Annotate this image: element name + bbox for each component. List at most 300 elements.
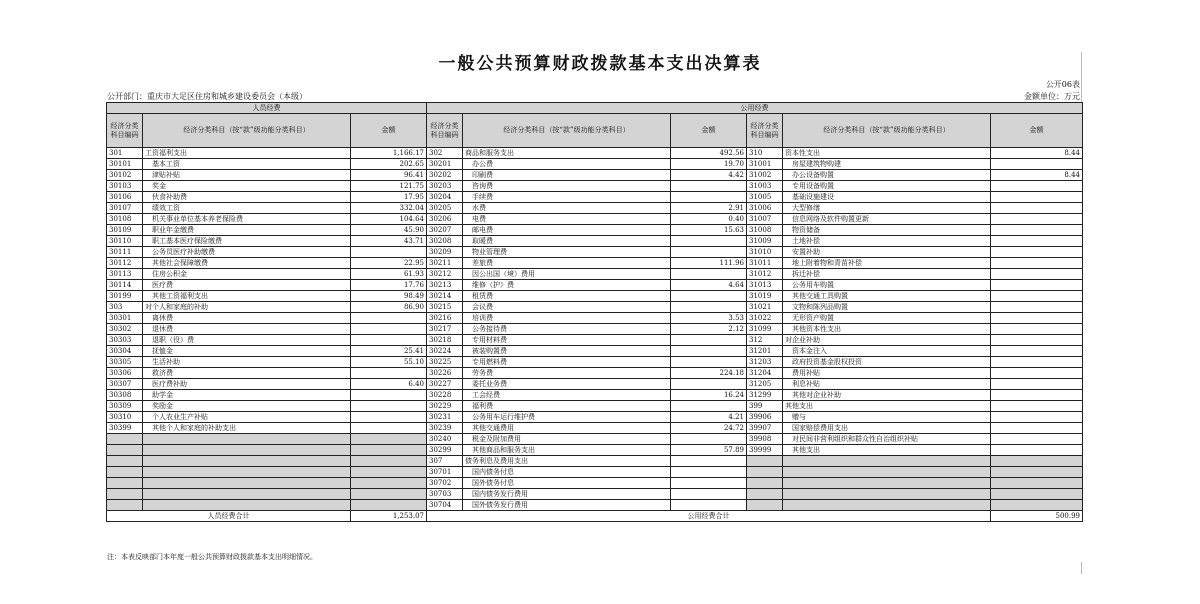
cell-code: 31204 <box>747 368 783 379</box>
cell-code: 30217 <box>427 324 463 335</box>
cell-amount: 98.49 <box>351 291 427 302</box>
cell-amount: 16.24 <box>671 390 747 401</box>
cell-name <box>143 500 351 511</box>
cell-code <box>747 456 783 467</box>
cell-name: 其他个人和家庭的补助支出 <box>143 423 351 434</box>
cell-name: 公务用车购置 <box>783 280 991 291</box>
cell-amount <box>991 236 1083 247</box>
cell-code: 31010 <box>747 247 783 258</box>
cell-name: 债务利息及费用支出 <box>463 456 671 467</box>
cell-amount <box>991 423 1083 434</box>
cell-code: 39908 <box>747 434 783 445</box>
cell-code: 30213 <box>427 280 463 291</box>
cell-code: 31013 <box>747 280 783 291</box>
cell-code: 30203 <box>427 181 463 192</box>
cell-code: 31006 <box>747 203 783 214</box>
cell-amount: 4.21 <box>671 412 747 423</box>
cell-code: 30228 <box>427 390 463 401</box>
cell-code: 30111 <box>107 247 143 258</box>
cell-name: 资本性支出 <box>783 148 991 159</box>
cell-code: 30226 <box>427 368 463 379</box>
cell-code: 30302 <box>107 324 143 335</box>
cell-code: 30110 <box>107 236 143 247</box>
cell-code: 30201 <box>427 159 463 170</box>
cell-amount <box>991 203 1083 214</box>
cell-name: 邮电费 <box>463 225 671 236</box>
cell-name: 绩效工资 <box>143 203 351 214</box>
cell-code: 303 <box>107 302 143 313</box>
cell-name: 国外债务发行费用 <box>463 500 671 511</box>
cell-name: 国外债务付息 <box>463 478 671 489</box>
cell-amount <box>671 379 747 390</box>
col-amount-header: 金额 <box>351 114 427 148</box>
cell-code: 30209 <box>427 247 463 258</box>
cell-amount: 17.95 <box>351 192 427 203</box>
cell-name: 离休费 <box>143 313 351 324</box>
cell-amount <box>351 489 427 500</box>
cell-code: 30204 <box>427 192 463 203</box>
cell-name: 会议费 <box>463 302 671 313</box>
cell-name: 职业年金缴费 <box>143 225 351 236</box>
cell-amount: 96.41 <box>351 170 427 181</box>
cell-code: 30702 <box>427 478 463 489</box>
cell-code: 30114 <box>107 280 143 291</box>
cell-name: 公务用车运行维护费 <box>463 412 671 423</box>
cell-amount <box>991 247 1083 258</box>
unit-label: 金额单位：万元 <box>1024 92 1080 101</box>
cell-code: 31003 <box>747 181 783 192</box>
cell-code: 30108 <box>107 214 143 225</box>
cell-name <box>143 434 351 445</box>
cell-amount: 24.72 <box>671 423 747 434</box>
cell-code: 30305 <box>107 357 143 368</box>
public-total-label: 公用经费合计 <box>427 511 991 522</box>
table-row <box>107 489 1083 500</box>
cell-name: 对个人和家庭的补助 <box>143 302 351 313</box>
cell-name: 商品和服务支出 <box>463 148 671 159</box>
cell-code: 30207 <box>427 225 463 236</box>
cell-code: 30109 <box>107 225 143 236</box>
table-row <box>107 269 1083 280</box>
cell-amount <box>991 390 1083 401</box>
cell-code: 30212 <box>427 269 463 280</box>
cell-amount <box>991 467 1083 478</box>
cell-name: 救济费 <box>143 368 351 379</box>
cell-amount <box>351 500 427 511</box>
cell-name: 税金及附加费用 <box>463 434 671 445</box>
cell-code: 301 <box>107 148 143 159</box>
cell-amount: 4.42 <box>671 170 747 181</box>
col-amount-header: 金额 <box>991 114 1083 148</box>
cell-name: 土地补偿 <box>783 236 991 247</box>
cell-code: 30214 <box>427 291 463 302</box>
cell-amount <box>351 412 427 423</box>
cell-name: 其他工资福利支出 <box>143 291 351 302</box>
cell-code: 31205 <box>747 379 783 390</box>
cell-amount <box>351 247 427 258</box>
cell-amount <box>671 291 747 302</box>
cell-name: 因公出国（境）费用 <box>463 269 671 280</box>
cell-name: 抚恤金 <box>143 346 351 357</box>
table-row <box>107 225 1083 236</box>
cell-name: 津贴补贴 <box>143 170 351 181</box>
col-amount-header: 金额 <box>671 114 747 148</box>
cell-amount: 15.63 <box>671 225 747 236</box>
cell-amount: 3.53 <box>671 313 747 324</box>
cell-amount <box>991 401 1083 412</box>
cell-amount: 57.89 <box>671 445 747 456</box>
cell-name: 大型修缮 <box>783 203 991 214</box>
cell-code: 39999 <box>747 445 783 456</box>
cell-name: 费用补贴 <box>783 368 991 379</box>
cell-code: 30307 <box>107 379 143 390</box>
cell-name: 对企业补助 <box>783 335 991 346</box>
cell-name: 其他交通费用 <box>463 423 671 434</box>
cell-code: 30215 <box>427 302 463 313</box>
table-row <box>107 214 1083 225</box>
cell-amount <box>991 357 1083 368</box>
cell-amount: 224.18 <box>671 368 747 379</box>
cell-amount: 8.44 <box>991 170 1083 181</box>
cell-name: 劳务费 <box>463 368 671 379</box>
cell-amount <box>671 401 747 412</box>
cell-name: 手续费 <box>463 192 671 203</box>
cell-code <box>107 456 143 467</box>
cell-amount <box>991 324 1083 335</box>
cell-amount <box>991 159 1083 170</box>
cell-code <box>747 500 783 511</box>
cell-code: 30310 <box>107 412 143 423</box>
cell-code: 30299 <box>427 445 463 456</box>
cell-name: 印刷费 <box>463 170 671 181</box>
cell-amount <box>991 269 1083 280</box>
cell-name: 赠与 <box>783 412 991 423</box>
cell-name: 国内债务付息 <box>463 467 671 478</box>
cell-name: 专用燃料费 <box>463 357 671 368</box>
cell-amount: 2.12 <box>671 324 747 335</box>
cell-amount <box>991 192 1083 203</box>
cell-name <box>783 500 991 511</box>
cell-amount <box>991 368 1083 379</box>
cell-amount <box>671 181 747 192</box>
cell-amount <box>351 467 427 478</box>
cell-amount <box>351 324 427 335</box>
cell-name: 奖金 <box>143 181 351 192</box>
cell-code: 30216 <box>427 313 463 324</box>
cell-code: 30202 <box>427 170 463 181</box>
cell-amount <box>671 335 747 346</box>
cell-amount <box>991 456 1083 467</box>
cell-amount <box>351 368 427 379</box>
cell-name: 咨询费 <box>463 181 671 192</box>
department-label: 公开部门：重庆市大足区住房和城乡建设委员会（本级） <box>107 92 307 101</box>
cell-name: 住房公积金 <box>143 269 351 280</box>
col-code-header: 经济分类科目编码 <box>747 114 783 148</box>
table-row <box>107 412 1083 423</box>
cell-code: 312 <box>747 335 783 346</box>
table-row <box>107 302 1083 313</box>
cell-code: 31019 <box>747 291 783 302</box>
cell-name <box>143 467 351 478</box>
cell-code: 310 <box>747 148 783 159</box>
cell-name: 电费 <box>463 214 671 225</box>
cell-code: 30224 <box>427 346 463 357</box>
cell-amount: 45.90 <box>351 225 427 236</box>
cell-name: 其他交通工具购置 <box>783 291 991 302</box>
cell-amount: 8.44 <box>991 148 1083 159</box>
cell-name: 政府投资基金股权投资 <box>783 357 991 368</box>
cell-name: 医疗费 <box>143 280 351 291</box>
cell-name: 安置补助 <box>783 247 991 258</box>
cell-name: 无形资产购置 <box>783 313 991 324</box>
table-row <box>107 335 1083 346</box>
cell-name: 信息网络及软件购置更新 <box>783 214 991 225</box>
cell-amount <box>671 346 747 357</box>
table-row <box>107 148 1083 159</box>
cell-name: 其他对企业补助 <box>783 390 991 401</box>
cell-amount <box>671 247 747 258</box>
cell-code: 30306 <box>107 368 143 379</box>
cell-code: 399 <box>747 401 783 412</box>
cell-code: 30240 <box>427 434 463 445</box>
cell-amount <box>991 379 1083 390</box>
cell-code: 30208 <box>427 236 463 247</box>
cell-name: 其他社会保障缴费 <box>143 258 351 269</box>
personnel-header: 人员经费 <box>107 103 427 114</box>
cell-amount: 332.04 <box>351 203 427 214</box>
cell-code: 31009 <box>747 236 783 247</box>
table-row <box>107 434 1083 445</box>
cell-name: 国内债务发行费用 <box>463 489 671 500</box>
table-row <box>107 401 1083 412</box>
table-row <box>107 280 1083 291</box>
cell-code: 39906 <box>747 412 783 423</box>
cell-amount <box>671 467 747 478</box>
cell-amount: 111.96 <box>671 258 747 269</box>
cell-name: 基本工资 <box>143 159 351 170</box>
cell-name: 房屋建筑物购建 <box>783 159 991 170</box>
cell-name: 文物和陈列品购置 <box>783 302 991 313</box>
cell-name: 专用设备购置 <box>783 181 991 192</box>
cell-amount <box>351 478 427 489</box>
footnote: 注：本表反映部门本年度一般公共预算财政拨款基本支出明细情况。 <box>107 553 317 561</box>
cell-code: 30231 <box>427 412 463 423</box>
cell-amount: 43.71 <box>351 236 427 247</box>
cell-code <box>107 478 143 489</box>
cell-code <box>107 434 143 445</box>
cell-name: 资本金注入 <box>783 346 991 357</box>
cell-code: 30239 <box>427 423 463 434</box>
col-name-header: 经济分类科目（按“款”级功能分类科目） <box>463 114 671 148</box>
cell-code: 30304 <box>107 346 143 357</box>
right-edge-line-bottom <box>1081 562 1082 574</box>
form-number: 公开06表 <box>1045 80 1080 89</box>
cell-code: 307 <box>427 456 463 467</box>
col-code-header: 经济分类科目编码 <box>107 114 143 148</box>
cell-amount <box>671 456 747 467</box>
table-row <box>107 159 1083 170</box>
cell-name <box>143 489 351 500</box>
cell-code: 30703 <box>427 489 463 500</box>
cell-code: 30225 <box>427 357 463 368</box>
cell-code: 30106 <box>107 192 143 203</box>
cell-name: 办公设备购置 <box>783 170 991 181</box>
table-row <box>107 181 1083 192</box>
cell-amount <box>991 214 1083 225</box>
cell-name <box>143 445 351 456</box>
cell-amount <box>671 269 747 280</box>
table-row <box>107 324 1083 335</box>
table-row <box>107 170 1083 181</box>
cell-name: 公务接待费 <box>463 324 671 335</box>
cell-code: 30303 <box>107 335 143 346</box>
cell-code: 31001 <box>747 159 783 170</box>
cell-amount <box>991 434 1083 445</box>
cell-name: 维修（护）费 <box>463 280 671 291</box>
cell-amount <box>991 346 1083 357</box>
cell-amount: 202.65 <box>351 159 427 170</box>
cell-code <box>107 489 143 500</box>
cell-code: 30103 <box>107 181 143 192</box>
cell-code: 30227 <box>427 379 463 390</box>
cell-code: 31007 <box>747 214 783 225</box>
budget-table <box>106 102 1083 522</box>
cell-name: 被装购置费 <box>463 346 671 357</box>
table-row <box>107 247 1083 258</box>
cell-name: 其他支出 <box>783 445 991 456</box>
cell-name: 委托业务费 <box>463 379 671 390</box>
cell-amount <box>991 302 1083 313</box>
table-row <box>107 236 1083 247</box>
cell-code: 31201 <box>747 346 783 357</box>
cell-amount <box>991 489 1083 500</box>
cell-amount: 2.91 <box>671 203 747 214</box>
cell-amount <box>671 478 747 489</box>
table-row <box>107 467 1083 478</box>
cell-amount <box>991 280 1083 291</box>
cell-code: 39907 <box>747 423 783 434</box>
cell-code: 30301 <box>107 313 143 324</box>
col-name-header: 经济分类科目（按“款”级功能分类科目） <box>783 114 991 148</box>
cell-code: 31021 <box>747 302 783 313</box>
table-row <box>107 445 1083 456</box>
cell-name: 地上附着物和青苗补偿 <box>783 258 991 269</box>
cell-amount <box>351 445 427 456</box>
table-row <box>107 192 1083 203</box>
cell-code <box>747 478 783 489</box>
cell-amount <box>671 236 747 247</box>
cell-amount: 6.40 <box>351 379 427 390</box>
public-header: 公用经费 <box>427 103 1083 114</box>
table-row <box>107 291 1083 302</box>
cell-name: 福利费 <box>463 401 671 412</box>
cell-code: 30112 <box>107 258 143 269</box>
cell-name: 公务员医疗补助缴费 <box>143 247 351 258</box>
cell-amount <box>991 313 1083 324</box>
cell-amount <box>991 181 1083 192</box>
cell-name: 取暖费 <box>463 236 671 247</box>
cell-amount <box>991 335 1083 346</box>
cell-name: 伙食补助费 <box>143 192 351 203</box>
table-row <box>107 500 1083 511</box>
cell-name: 对民间非营利组织和群众性自治组织补贴 <box>783 434 991 445</box>
cell-amount <box>671 192 747 203</box>
cell-name <box>783 489 991 500</box>
table-row <box>107 258 1083 269</box>
table-row <box>107 379 1083 390</box>
cell-amount: 4.64 <box>671 280 747 291</box>
cell-code: 31022 <box>747 313 783 324</box>
cell-amount: 22.95 <box>351 258 427 269</box>
cell-name <box>783 478 991 489</box>
cell-name: 工会经费 <box>463 390 671 401</box>
cell-code: 31099 <box>747 324 783 335</box>
cell-name: 生活补助 <box>143 357 351 368</box>
cell-code: 31008 <box>747 225 783 236</box>
cell-code: 30101 <box>107 159 143 170</box>
cell-code: 30113 <box>107 269 143 280</box>
cell-amount: 61.93 <box>351 269 427 280</box>
table-row <box>107 478 1083 489</box>
cell-code: 30704 <box>427 500 463 511</box>
cell-amount <box>351 390 427 401</box>
cell-code: 30308 <box>107 390 143 401</box>
cell-code: 30199 <box>107 291 143 302</box>
cell-code: 30399 <box>107 423 143 434</box>
cell-amount <box>991 412 1083 423</box>
cell-code: 31299 <box>747 390 783 401</box>
cell-amount <box>671 434 747 445</box>
cell-code: 30229 <box>427 401 463 412</box>
cell-code: 30218 <box>427 335 463 346</box>
cell-name: 办公费 <box>463 159 671 170</box>
cell-amount <box>671 500 747 511</box>
cell-name: 其他支出 <box>783 401 991 412</box>
cell-code: 302 <box>427 148 463 159</box>
cell-code: 30206 <box>427 214 463 225</box>
table-row <box>107 423 1083 434</box>
table-row <box>107 203 1083 214</box>
cell-amount <box>991 478 1083 489</box>
personnel-total-amount: 1,253.07 <box>351 511 427 522</box>
cell-amount <box>351 434 427 445</box>
cell-amount <box>991 258 1083 269</box>
cell-name <box>783 467 991 478</box>
cell-code: 30102 <box>107 170 143 181</box>
cell-code <box>107 500 143 511</box>
cell-amount <box>991 445 1083 456</box>
cell-code <box>747 467 783 478</box>
cell-name: 物业管理费 <box>463 247 671 258</box>
cell-name: 退职（役）费 <box>143 335 351 346</box>
cell-amount: 19.70 <box>671 159 747 170</box>
cell-amount <box>671 489 747 500</box>
cell-name <box>783 456 991 467</box>
cell-code: 30107 <box>107 203 143 214</box>
cell-amount: 55.10 <box>351 357 427 368</box>
cell-name: 培训费 <box>463 313 671 324</box>
col-code-header: 经济分类科目编码 <box>427 114 463 148</box>
page-title: 一般公共预算财政拨款基本支出决算表 <box>438 54 762 74</box>
cell-name: 基础设施建设 <box>783 192 991 203</box>
cell-name: 租赁费 <box>463 291 671 302</box>
cell-name: 专用材料费 <box>463 335 671 346</box>
cell-name: 退休费 <box>143 324 351 335</box>
cell-name: 拆迁补偿 <box>783 269 991 280</box>
cell-code <box>747 489 783 500</box>
cell-amount: 121.75 <box>351 181 427 192</box>
cell-name: 医疗费补助 <box>143 379 351 390</box>
